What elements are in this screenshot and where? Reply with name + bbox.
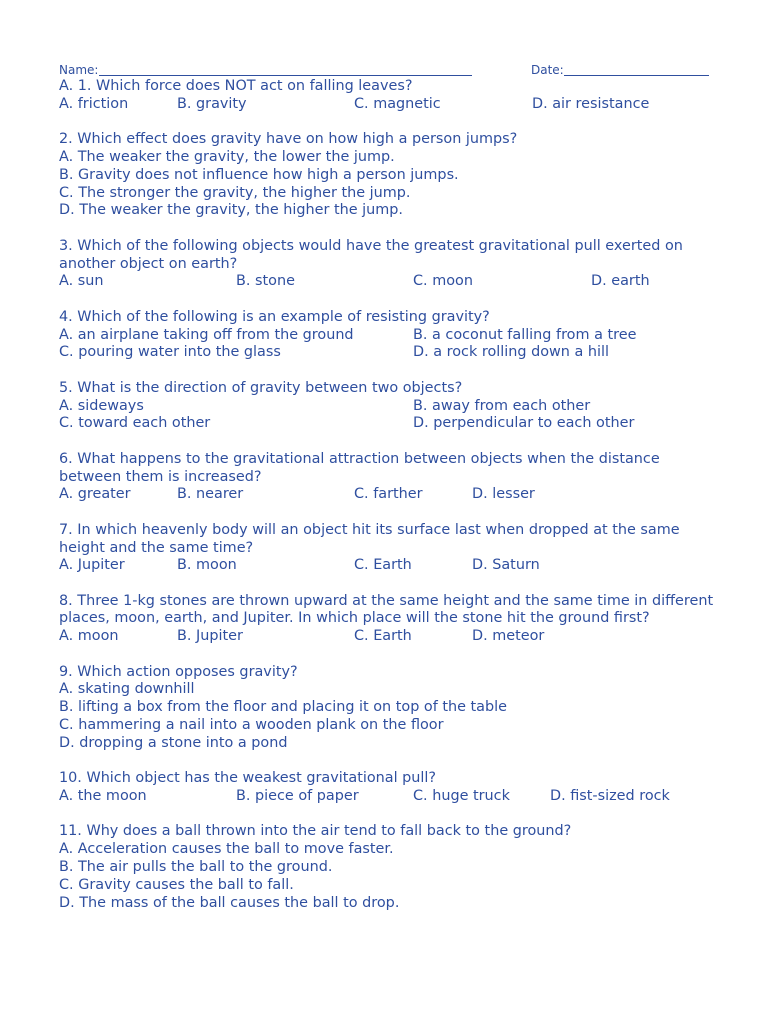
name-label: Name:	[59, 63, 99, 77]
option: C. huge truck	[413, 788, 510, 805]
option: D. Saturn	[472, 557, 540, 574]
question-7: 7. In which heavenly body will an object hit its surface last when dropped at the same height and the same time?	[59, 521, 680, 556]
question-1: A. 1. Which force does NOT act on falling leaves?	[59, 78, 413, 94]
option: A. skating downhill	[59, 681, 195, 698]
option: D. fist-sized rock	[550, 788, 670, 805]
option: B. stone	[236, 273, 295, 290]
option: D. air resistance	[532, 95, 650, 112]
option: A. friction	[59, 95, 129, 112]
option: D. a rock rolling down a hill	[413, 344, 609, 361]
option: D. The weaker the gravity, the higher the jump.	[59, 202, 404, 219]
option: A. an airplane taking off from the ground	[59, 326, 354, 343]
worksheet	[59, 62, 719, 912]
header	[59, 62, 719, 78]
option: C. The stronger the gravity, the higher the jump.	[59, 184, 411, 201]
option: B. piece of paper	[236, 788, 359, 805]
option: A. sideways	[59, 397, 144, 414]
option: B. away from each other	[413, 397, 591, 414]
option: D. perpendicular to each other	[413, 415, 635, 432]
options-1	[59, 96, 719, 114]
options-6	[59, 486, 719, 504]
option: A. sun	[59, 273, 104, 290]
option: D. meteor	[472, 628, 545, 645]
question-10: 10. Which object has the weakest gravitational pull?	[59, 770, 437, 787]
question-4: 4. Which of the following is an example of resisting gravity?	[59, 308, 490, 325]
question-8: 8. Three 1-kg stones are thrown upward at the same height and the same time in different places, moon, earth, and Jupiter. In which place will the stone hit the ground first?	[59, 592, 714, 627]
options-4b	[59, 344, 719, 362]
name-field[interactable]	[99, 75, 472, 76]
option: A. Jupiter	[59, 557, 125, 574]
options-7	[59, 557, 719, 575]
option: C. moon	[413, 273, 473, 290]
option: D. earth	[591, 273, 650, 290]
option: C. Earth	[354, 628, 412, 645]
option: A. The weaker the gravity, the lower the jump.	[59, 148, 395, 165]
options-10	[59, 788, 719, 806]
option: B. gravity	[177, 95, 247, 112]
option: D. The mass of the ball causes the ball to drop.	[59, 894, 400, 911]
option: B. nearer	[177, 486, 244, 503]
question-11: 11. Why does a ball thrown into the air tend to fall back to the ground?	[59, 823, 572, 840]
option: C. toward each other	[59, 415, 211, 432]
option: A. the moon	[59, 788, 147, 805]
question-2: 2. Which effect does gravity have on how high a person jumps?	[59, 131, 518, 148]
options-4a	[59, 327, 719, 345]
options-3	[59, 273, 719, 291]
date-field[interactable]	[564, 75, 709, 76]
option: A. moon	[59, 628, 119, 645]
options-5b	[59, 415, 719, 433]
option: A. Acceleration causes the ball to move faster.	[59, 841, 394, 858]
option: C. pouring water into the glass	[59, 344, 281, 361]
option: B. Gravity does not influence how high a person jumps.	[59, 166, 459, 183]
options-5a	[59, 398, 719, 416]
option: C. Gravity causes the ball to fall.	[59, 876, 294, 893]
option: C. Earth	[354, 557, 412, 574]
option: C. farther	[354, 486, 423, 503]
question-5: 5. What is the direction of gravity between two objects?	[59, 379, 463, 396]
option: B. lifting a box from the floor and placing it on top of the table	[59, 699, 507, 716]
question-6: 6. What happens to the gravitational attraction between objects when the distance between them is increased?	[59, 450, 660, 485]
option: B. a coconut falling from a tree	[413, 326, 637, 343]
option: D. dropping a stone into a pond	[59, 734, 288, 751]
option: B. The air pulls the ball to the ground.	[59, 859, 333, 876]
date-label: Date:	[531, 63, 564, 77]
question-3: 3. Which of the following objects would have the greatest gravitational pull exerted on another object on earth?	[59, 237, 683, 272]
option: C. hammering a nail into a wooden plank on the floor	[59, 717, 444, 734]
option: A. greater	[59, 486, 131, 503]
option: D. lesser	[472, 486, 535, 503]
options-8	[59, 628, 719, 646]
option: B. moon	[177, 557, 237, 574]
option: B. Jupiter	[177, 628, 243, 645]
question-9: 9. Which action opposes gravity?	[59, 663, 298, 680]
option: C. magnetic	[354, 95, 441, 112]
